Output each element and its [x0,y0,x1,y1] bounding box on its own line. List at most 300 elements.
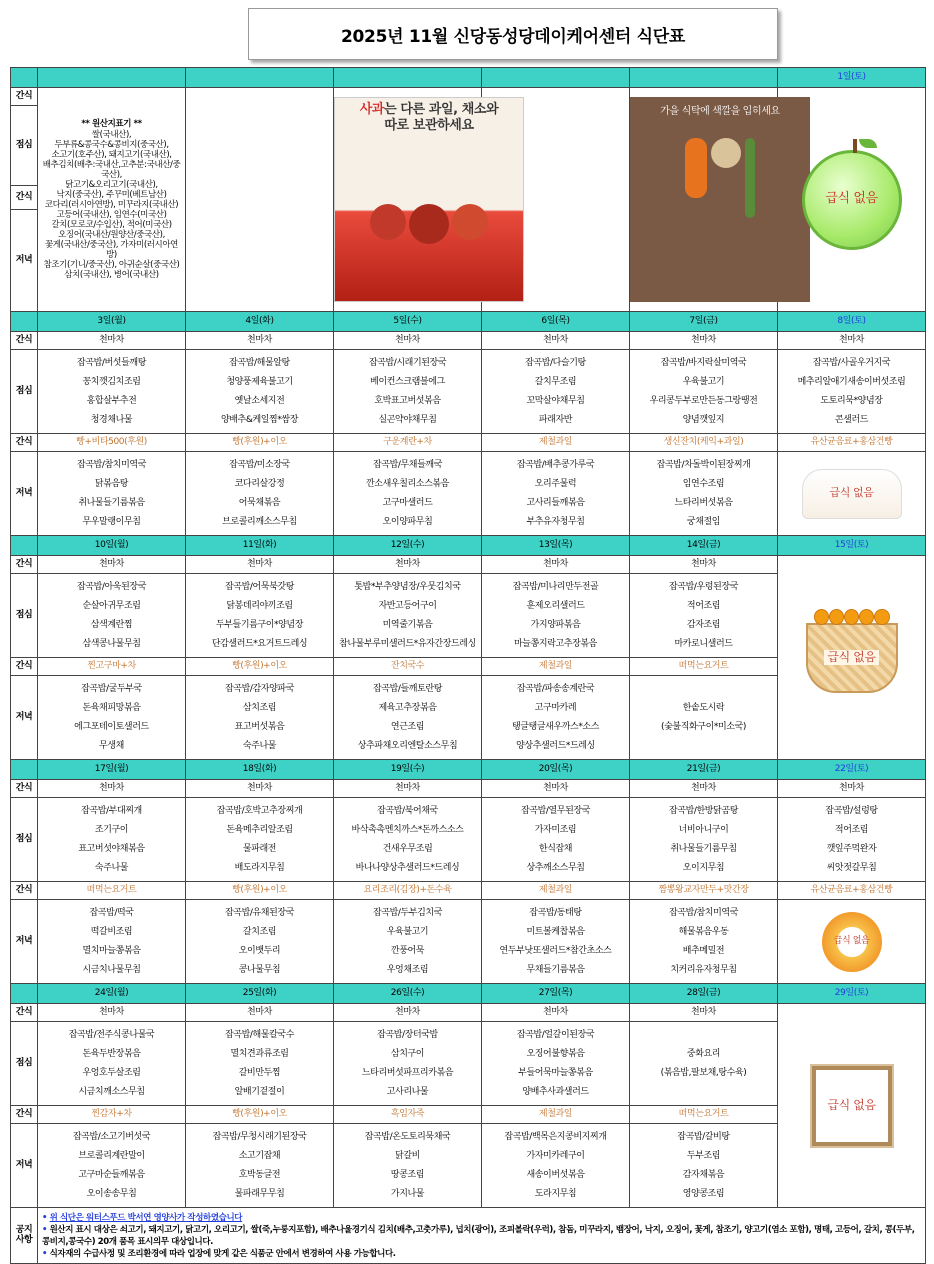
origin-lines [40,130,183,280]
menu-item: 표고버섯야채볶음 [78,843,145,854]
date-cell: 22일(토) [778,760,926,780]
menu-item: 꽁치깻김치조림 [82,376,141,387]
menu-item: 물파래전 [242,843,277,854]
menu-item: 연두부낫또샐러드*참간초소스 [499,945,612,956]
pm-snack: 잔치국수 [334,658,482,676]
dinner-menu [186,1124,334,1208]
menu-item: 잡곡밥/동태탕 [529,907,582,918]
origin-line: 두부류&콩국수&콩비지(중국산), [54,140,169,150]
origin-line: 꽃게(국내산/중국산), 가자미(러시아연방) [45,240,178,260]
menu-item: 조기구이 [94,824,129,835]
dinner-menu [482,452,630,536]
menu-item: 한식잡채 [538,843,573,854]
menu-item: 삼치조림 [242,702,277,713]
lunch-menu [482,1022,630,1106]
mush-no-meal: 급식 없음 [802,469,902,519]
menu-item: 가지양파볶음 [530,619,581,630]
menu-item: (볶음밥,팔보채,탕수육) [660,1067,747,1078]
menu-item: 우엉채조림 [386,964,429,975]
menu-item: 물파래무무침 [234,1188,285,1199]
menu-item: 호박동글전 [238,1169,281,1180]
row-label-snack: 간식 [11,186,38,210]
menu-item: 잡곡밥/해물칼국수 [225,1029,294,1040]
orange-basket-no-meal [806,623,898,693]
dinner-menu [482,676,630,760]
am-snack: 천마차 [778,332,926,350]
am-snack: 천마차 [334,780,482,798]
origin-line: 배추김치(배추:국내산,고추분:국내산/중국산), [42,160,181,180]
menu-item: 오이양파무침 [382,516,433,527]
menu-item: 단감샐러드*요거트드레싱 [211,638,308,649]
poster-line2: 따로 보관하세요 [384,118,474,133]
menu-item: 잡곡밥/미소장국 [229,459,290,470]
notice-line2: 원산지 표시 대상은 쇠고기, 돼지고기, 닭고기, 오리고기, 쌀(죽,누룽지포함), 배추나울경기식 김치(배추,고춧가루), 넙치(광어), 조피볼락(우럭), 참돔, 미꾸라지, 뱀장어, 낙지, 오징어, 꽃게, 참조기, 양고기(염소 포함), 명태, 고등어, 갈치, 콩(두부,콩비지,콩국수) 20개 품목 표시의무 대상입니다. [42,1224,915,1247]
dinner-menu [38,452,186,536]
menu-item: 옛날소세지전 [234,395,285,406]
no-meal-cell [778,556,926,760]
no-meal-text: 급식 없음 [824,650,878,665]
flower-no-meal: 급식 없음 [822,912,882,972]
poster-line1: 는 다른 과일, 채소와 [384,102,499,117]
pm-snack: 흑임자죽 [334,1106,482,1124]
pm-snack: 제철과일 [482,882,630,900]
menu-item: 깐소새우칠리소스볶음 [366,478,449,489]
origin-line: 낙지(중국산), 주꾸미(베트남산) [56,190,167,200]
menu-item: 잡곡밥/미나리만두전골 [512,581,599,592]
menu-item: 잡곡밥/들깨토란탕 [373,683,442,694]
menu-item: 잡곡밥/얼갈이된장국 [516,1029,595,1040]
dinner-menu [186,900,334,984]
am-snack: 천마차 [334,332,482,350]
menu-item: 고구마순들깨볶음 [78,1169,145,1180]
menu-item: 새송이버섯볶음 [526,1169,585,1180]
menu-item: 적어조림 [686,600,721,611]
page-title: 2025년 11월 신당동성당데이케어센터 식단표 [248,8,778,60]
lunch-menu [334,350,482,434]
corner-cell [11,68,38,88]
dinner-menu [630,1124,778,1208]
menu-item: 양상추샐러드*드레싱 [516,740,595,751]
am-snack: 천마차 [482,1004,630,1022]
lunch-menu [38,798,186,882]
lunch-menu [778,350,926,434]
menu-item: 무생채 [99,740,124,751]
date-cell: 3일(월) [38,312,186,332]
menu-item: 톳밥*부추양념장/우뭇김치국 [354,581,461,592]
menu-item: 가지나물 [390,1188,425,1199]
menu-table [10,67,926,1264]
date-empty [334,68,482,88]
menu-item: 느타리버섯파프리카볶음 [361,1067,454,1078]
am-snack: 천마차 [334,1004,482,1022]
menu-item: 양배추&케일찜*쌈장 [220,414,299,425]
menu-item: 자반고등어구이 [378,600,437,611]
menu-item: 갈치무조림 [534,376,577,387]
menu-item: 잡곡밥/시래기된장국 [368,357,447,368]
menu-item: 삼색계란찜 [90,619,133,630]
menu-item: 멸치견과류조림 [230,1048,289,1059]
lunch-menu [334,798,482,882]
origin-line: 소고기(호주산), 돼지고기(국내산), [51,150,172,160]
menu-item: 잡곡밥/우렁된장국 [669,581,738,592]
origin-line: 삼치(국내산), 병어(국내산) [64,270,159,280]
menu-item: 궁채절임 [686,516,721,527]
lunch-menu [482,574,630,658]
menu-item: 우육불고기 [386,926,429,937]
am-snack: 천마차 [778,780,926,798]
dinner-menu [630,900,778,984]
origin-line: 고등어(국내산), 임연수(미국산) [56,210,167,220]
am-snack: 천마차 [38,556,186,574]
menu-item: 바나나양상추샐러드*드레싱 [355,862,460,873]
pm-snack: 구운계란+차 [334,434,482,452]
menu-item: 감자채볶음 [682,1169,725,1180]
menu-item: 닭볶음탕 [94,478,129,489]
menu-item: 한솥도시락 [682,702,725,713]
menu-item: 참나물부루미샐러드*유자간장드레싱 [339,638,476,649]
row-label-lunch: 점심 [11,574,38,658]
pm-snack: 빵(후원)+이오 [186,1106,334,1124]
pm-snack: 빵(후원)+이오 [186,434,334,452]
apple-storage-poster [334,97,524,302]
menu-item: 잡곡밥/무청시래기된장국 [212,1131,307,1142]
frame-no-meal: 급식 없음 [812,1066,892,1146]
dinner-menu [334,452,482,536]
origin-line: 쌀(국내산), [91,130,132,140]
menu-item: 중화요리 [686,1048,721,1059]
am-snack: 천마차 [482,556,630,574]
lunch-menu [38,574,186,658]
date-cell: 27일(목) [482,984,630,1004]
menu-item: 표고버섯볶음 [234,721,285,732]
menu-item: 도토리묵*양념장 [820,395,883,406]
menu-item: 가자미카레구이 [526,1150,585,1161]
row-label-snack: 간식 [11,332,38,350]
am-snack: 천마차 [186,556,334,574]
menu-item: 부들어묵마늘쫑볶음 [518,1067,593,1078]
menu-item: 숙주나물 [94,862,129,873]
menu-item: 씨앗젓갈무침 [826,862,877,873]
dinner-menu [334,1124,482,1208]
menu-item: 오징어불향볶음 [526,1048,585,1059]
am-snack: 천마차 [38,332,186,350]
menu-item: 어묵채볶음 [238,497,281,508]
row-label-snack: 간식 [11,1004,38,1022]
date-cell: 25일(화) [186,984,334,1004]
menu-item: 오이지무침 [682,862,725,873]
menu-item: 배추메밀전 [682,945,725,956]
pm-snack: 짬뽕왕교자만두+맛간장 [630,882,778,900]
menu-item: 잡곡밥/백목은지콩비지찌개 [504,1131,607,1142]
date-cell: 19일(수) [334,760,482,780]
menu-item: 홍합살부추전 [86,395,137,406]
menu-item: 잡곡밥/호박고추장찌개 [216,805,303,816]
menu-item: 시금치깨소스무침 [78,1086,145,1097]
menu-item: 콩나물무침 [238,964,281,975]
pm-snack: 제철과일 [482,1106,630,1124]
menu-item: 두부들기름구이*양념장 [215,619,304,630]
menu-item: 잡곡밥/부대찌개 [81,805,142,816]
row-label-snack: 간식 [11,1106,38,1124]
menu-item: 청양풍제육불고기 [226,376,293,387]
menu-item: 도라지무침 [534,1188,577,1199]
menu-item: 상추파채오리엔탈소스무침 [357,740,458,751]
menu-item: 고사리들깨볶음 [526,497,585,508]
menu-item: 오리주물럭 [534,478,577,489]
menu-item: 소고기잡채 [238,1150,281,1161]
date-cell: 5일(수) [334,312,482,332]
origin-line: 닭고기&오리고기(국내산), [65,180,158,190]
date-sat: 1일(토) [778,68,926,88]
menu-item: 닭갈비 [395,1150,420,1161]
menu-item: 느타리버섯볶음 [674,497,733,508]
menu-item: 돈육메추리알조림 [226,824,293,835]
menu-item: 파래자반 [538,414,573,425]
menu-item: 잡곡밥/버섯들깨탕 [77,357,146,368]
row-label-snack: 간식 [11,434,38,452]
lunch-menu [778,798,926,882]
menu-item: 우육불고기 [682,376,725,387]
menu-item: 고구마샐러드 [382,497,433,508]
corner-cell [11,984,38,1004]
menu-item: 잡곡밥/무채들깨국 [373,459,442,470]
lunch-menu [630,350,778,434]
row-label-notice: 공지 사항 [11,1208,38,1264]
origin-box [38,88,186,312]
dinner-menu [38,676,186,760]
pm-snack: 떠먹는요거트 [630,658,778,676]
row-label-dinner: 저녁 [11,676,38,760]
am-snack: 천마차 [334,556,482,574]
lunch-menu [38,1022,186,1106]
date-empty [630,68,778,88]
menu-item: 깐풍어묵 [390,945,425,956]
pm-snack: 떠먹는요거트 [38,882,186,900]
poster-veg-cell [630,88,778,312]
menu-item: 감자조림 [686,619,721,630]
pm-snack: 제철과일 [482,658,630,676]
dinner-menu [630,676,778,760]
dinner-menu [482,1124,630,1208]
menu-item: 오이송송무침 [86,1188,137,1199]
row-label-snack: 간식 [11,658,38,676]
origin-line: 오징어(국내산/원양산/중국산), [58,230,165,240]
corner-cell [11,760,38,780]
lunch-menu [630,574,778,658]
dinner-menu [630,452,778,536]
menu-item: 잡곡밥/한방닭곰탕 [669,805,738,816]
poster-apple-cell [334,88,499,312]
menu-item: 부추유자청무침 [526,516,585,527]
origin-title: ** 원산지표기 ** [81,119,142,129]
lunch-menu [630,798,778,882]
menu-item: 두부조림 [686,1150,721,1161]
menu-item: 고사리나물 [386,1086,429,1097]
menu-item: 우리콩두부로만든동그랑땡전 [649,395,758,406]
date-cell: 24일(월) [38,984,186,1004]
menu-item: 잡곡밥/파송송계란국 [516,683,595,694]
lunch-menu [38,350,186,434]
no-meal-cell [778,452,926,536]
pm-snack: 찐고구마+차 [38,658,186,676]
menu-item: 너비아니구이 [678,824,729,835]
origin-line: 갈치(모로코/수입산), 적어(미국산) [51,220,172,230]
row-label-dinner: 저녁 [11,1124,38,1208]
am-snack: 천마차 [482,332,630,350]
menu-item: 깻잎주먹완자 [826,843,877,854]
dinner-menu [482,900,630,984]
menu-item: 갈치조림 [242,926,277,937]
am-snack: 천마차 [186,780,334,798]
row-label-lunch: 점심 [11,1022,38,1106]
date-cell: 26일(수) [334,984,482,1004]
date-cell: 20일(목) [482,760,630,780]
am-snack: 천마차 [630,556,778,574]
menu-item: 시금치나물무침 [82,964,141,975]
menu-item: 땅콩조림 [390,1169,425,1180]
date-empty [186,68,334,88]
poster2-line: 가을 식탁에 색깔을 입히세요 [660,106,780,117]
dinner-menu [186,452,334,536]
row-label-snack: 간식 [11,88,38,106]
lunch-menu [630,1022,778,1106]
menu-item: 잡곡밥/두부김치국 [373,907,442,918]
menu-item: 잡곡밥/다슬기탕 [525,357,586,368]
blank-cell [186,88,334,312]
menu-item: 잡곡밥/북어채국 [377,805,438,816]
menu-item: 훈제오리샐러드 [526,600,585,611]
no-meal-cell [778,1004,926,1208]
row-label-dinner: 저녁 [11,210,38,312]
lunch-menu [482,798,630,882]
menu-item: 해물볶음우동 [678,926,729,937]
lunch-menu [186,350,334,434]
pm-snack: 빵(후원)+이오 [186,882,334,900]
date-cell: 11일(화) [186,536,334,556]
pm-snack: 유산균음료+홍삼건빵 [778,882,926,900]
menu-item: 잡곡밥/설렁탕 [825,805,878,816]
menu-item: 베이컨스크램블에그 [370,376,445,387]
pm-snack: 유산균음료+홍삼건빵 [778,434,926,452]
date-cell: 18일(화) [186,760,334,780]
menu-item: 돈육채피망볶음 [82,702,141,713]
row-label-snack: 간식 [11,882,38,900]
menu-item: 임연수조림 [682,478,725,489]
menu-item: 꼬막살야채무침 [526,395,585,406]
date-empty [482,68,630,88]
date-empty [38,68,186,88]
menu-item: 실곤약야채무침 [378,414,437,425]
am-snack: 천마차 [630,332,778,350]
menu-item: 닭봉데리야끼조림 [226,600,293,611]
menu-item: 연근조림 [390,721,425,732]
menu-item: 잡곡밥/해물알탕 [229,357,290,368]
menu-item: 잡곡밥/감자양파국 [225,683,294,694]
date-cell: 4일(화) [186,312,334,332]
menu-item: 삼색콩나물무침 [82,638,141,649]
date-cell: 14일(금) [630,536,778,556]
menu-item: 우엉호두살조림 [82,1067,141,1078]
menu-item: 잡곡밥/아욱된장국 [77,581,146,592]
lunch-menu [186,574,334,658]
am-snack: 천마차 [482,780,630,798]
menu-item: 잡곡밥/참치미역국 [669,907,738,918]
menu-item: 순살아귀무조림 [82,600,141,611]
dinner-menu [186,676,334,760]
menu-item: 미역줄기볶음 [382,619,433,630]
menu-item: 잡곡밥/떡국 [89,907,134,918]
menu-item: 잡곡밥/굴두부국 [81,683,142,694]
menu-item: 메추리알애기새송이버섯조림 [797,376,906,387]
menu-item: 오이뱃두리 [238,945,281,956]
pm-snack: 빵(후원)+이오 [186,658,334,676]
menu-item: 양념깻잎지 [682,414,725,425]
dinner-menu [334,900,482,984]
menu-item: 알배기겉절이 [234,1086,285,1097]
menu-item: 에그포테이토샐러드 [74,721,149,732]
date-cell: 28일(금) [630,984,778,1004]
menu-item: 잡곡밥/바지락살미역국 [660,357,747,368]
apple-no-meal: 급식 없음 [802,150,902,250]
row-label-snack: 간식 [11,780,38,798]
menu-item: 잡곡밥/온도토리묵채국 [364,1131,451,1142]
notice-line3: 식자재의 수급사정 및 조리환경에 따라 업장에 맞게 같은 식품군 안에서 변경하여 사용 가능합니다. [49,1248,396,1259]
apples-image [370,204,488,244]
menu-item: 제육고추장볶음 [378,702,437,713]
menu-item: 잡곡밥/열무된장국 [521,805,590,816]
vegetables-image [685,138,755,218]
menu-item: 취나물들기름무침 [670,843,737,854]
menu-item: 잡곡밥/사골우거지국 [812,357,891,368]
row-label-dinner: 저녁 [11,452,38,536]
menu-item: 호박표고버섯볶음 [374,395,441,406]
menu-item: 상추깨소스무침 [526,862,585,873]
menu-item: 탱글탱글새우까스*소스 [511,721,600,732]
menu-item: 마카로니샐러드 [674,638,733,649]
dinner-menu [38,900,186,984]
menu-item: 떡갈비조림 [90,926,133,937]
row-label-snack: 간식 [11,556,38,574]
date-cell: 17일(월) [38,760,186,780]
origin-line: 코다리(러시아연방), 미꾸라지(국내산) [44,200,179,210]
notice-box: • 위 식단은 워터스푸드 박서연 영양사가 작성하였습니다 • 원산지 표시 대상은 쇠고기, 돼지고기, 닭고기, 오리고기, 쌀(죽,누룽지포함), 배추나울경기식 김치(배추,고춧가루), 넙치(광어), 조피볼락(우럭), 참돔, 미꾸라지, 뱀장어, 낙지, 오징어, 꽃게, 참조기, 양고기(염소 포함), 명태, 고등어, 갈치, 콩(두부,콩비지,콩국수) 20개 품목 표시의무 대상입니다. • 식자재의 수급사정 및 조리환경에 따라 업장에 맞게 같은 식품군 안에서 변경하여 사용 가능합니다. [38,1208,926,1264]
lunch-menu [186,1022,334,1106]
menu-item: 잡곡밥/유채된장국 [225,907,294,918]
menu-item: 치커리유자청무침 [670,964,737,975]
lunch-menu [482,350,630,434]
pm-snack: 생신잔치(케익+과일) [630,434,778,452]
pm-snack: 떠먹는요거트 [630,1106,778,1124]
notice-line1: 위 식단은 워터스푸드 박서연 영양사가 작성하였습니다 [49,1212,243,1223]
menu-item: 잡곡밥/장터국밥 [377,1029,438,1040]
pm-snack: 빵+비타500(후원) [38,434,186,452]
menu-item: (숯불직화구이*미소국) [661,721,746,732]
menu-item: 무채들기름볶음 [526,964,585,975]
am-snack: 천마차 [630,1004,778,1022]
am-snack: 천마차 [38,1004,186,1022]
corner-cell [11,312,38,332]
menu-item: 가자미조림 [534,824,577,835]
date-cell: 15일(토) [778,536,926,556]
menu-item: 배도라지무침 [234,862,285,873]
menu-item: 미트볼케찹볶음 [526,926,585,937]
date-cell: 6일(목) [482,312,630,332]
menu-item: 잡곡밥/차돌박이된장찌개 [656,459,751,470]
menu-item: 삼치구이 [390,1048,425,1059]
pm-snack: 제철과일 [482,434,630,452]
menu-item: 콘샐러드 [834,414,869,425]
menu-item: 돈육두반장볶음 [82,1048,141,1059]
